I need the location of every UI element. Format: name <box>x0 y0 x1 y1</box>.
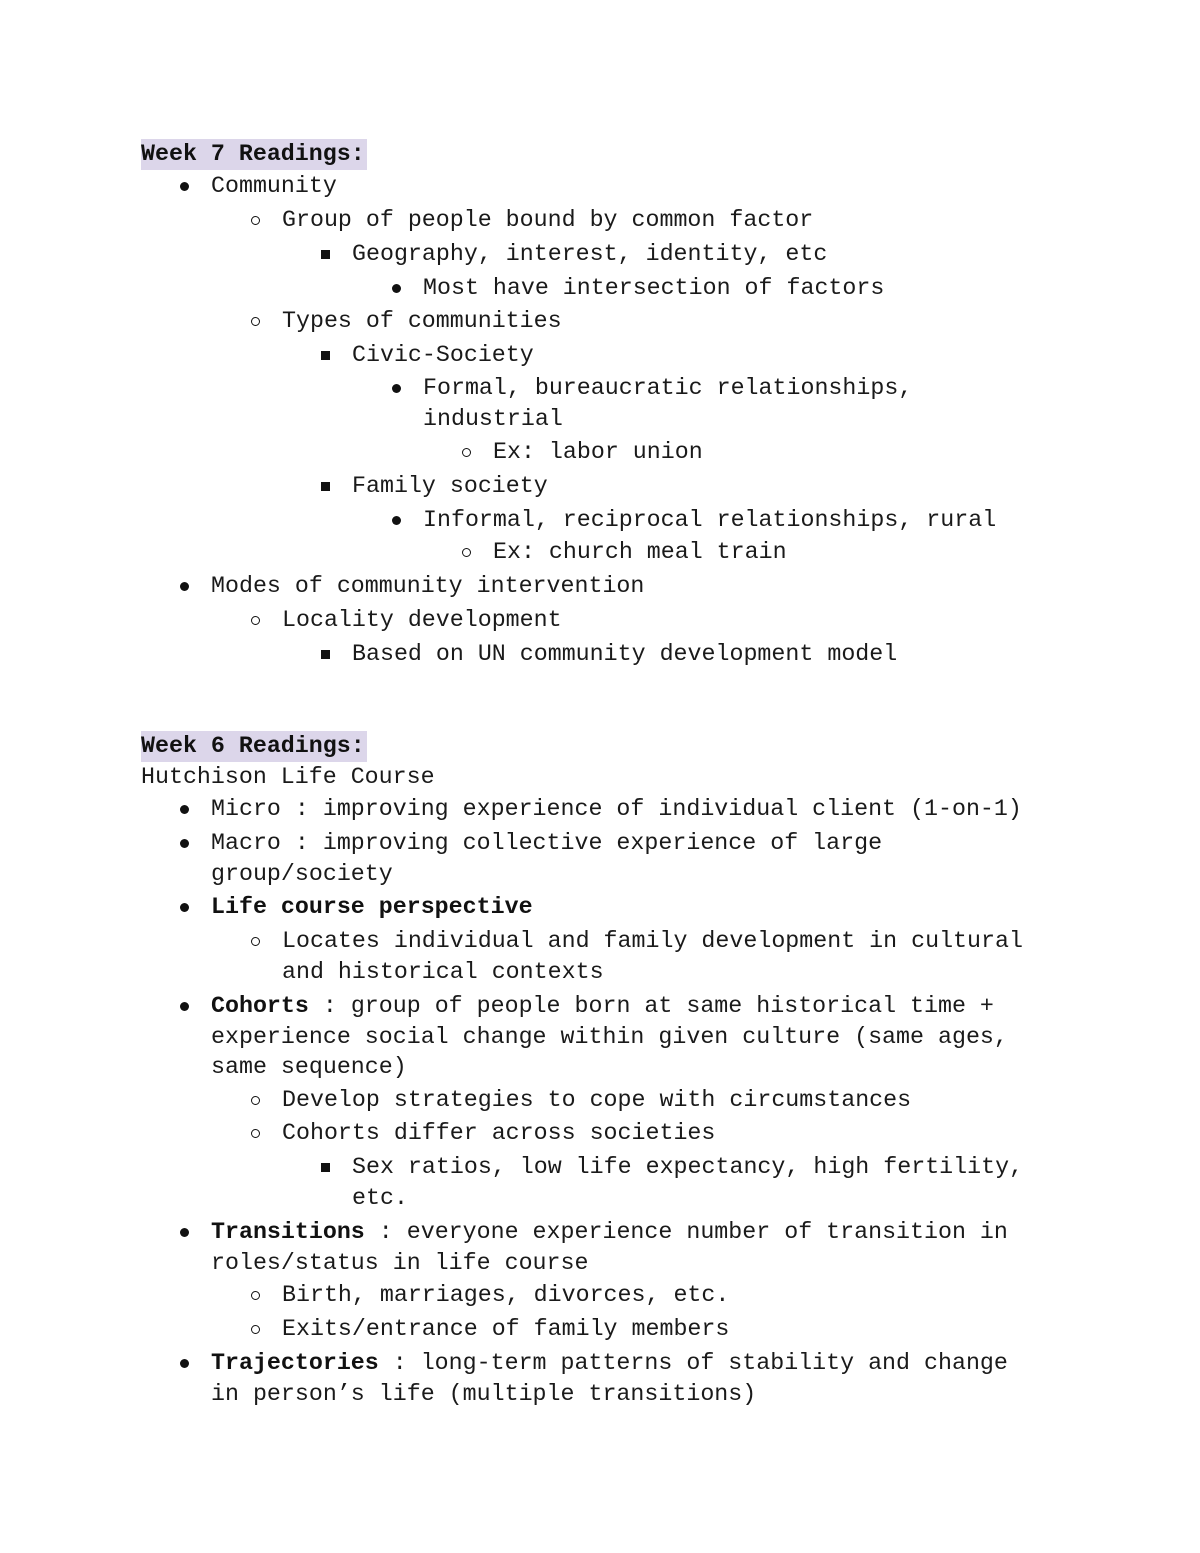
list-item-family: Family society <box>352 473 548 499</box>
bullet-icon <box>177 828 191 858</box>
list-item-macro-line2: group/society <box>211 861 393 887</box>
list-item-modes: Modes of community intervention <box>211 573 645 599</box>
circle-bullet-icon <box>459 537 473 567</box>
list-item-types: Types of communities <box>282 308 562 334</box>
list-item-group-bound: Group of people bound by common factor <box>282 207 814 233</box>
list-item-transitions-line1: Transitions : everyone experience number of transition in <box>211 1219 1008 1245</box>
list-item-geography: Geography, interest, identity, etc <box>352 241 828 267</box>
list-item-intersection: Most have intersection of factors <box>423 275 885 301</box>
list-item-trajectories-line1: Trajectories : long-term patterns of stability and change <box>211 1350 1008 1376</box>
bullet-icon <box>177 991 191 1021</box>
list-item-un-model: Based on UN community development model <box>352 641 898 667</box>
list-item-church: Ex: church meal train <box>493 539 787 565</box>
week6-heading: Week 6 Readings: <box>141 731 367 761</box>
list-item-life-course: Life course perspective <box>211 894 533 920</box>
list-item-formal-line1: Formal, bureaucratic relationships, <box>423 375 913 401</box>
list-item-civic: Civic-Society <box>352 342 534 368</box>
list-item-transitions-line2: roles/status in life course <box>211 1250 589 1276</box>
circle-bullet-icon <box>459 437 473 467</box>
circle-bullet-icon <box>248 306 262 336</box>
list-item-birth: Birth, marriages, divorces, etc. <box>282 1282 730 1308</box>
circle-bullet-icon <box>248 1314 262 1344</box>
list-item-sex-line1: Sex ratios, low life expectancy, high fertility, <box>352 1154 1024 1180</box>
trajectories-term: Trajectories <box>211 1350 379 1376</box>
bullet-icon <box>177 1217 191 1247</box>
list-item-cohorts-line2: experience social change within given culture (same ages, <box>211 1024 1008 1050</box>
bullet-icon <box>177 1348 191 1378</box>
square-bullet-icon <box>318 239 332 269</box>
bullet-icon <box>177 571 191 601</box>
list-item-exits: Exits/entrance of family members <box>282 1316 730 1342</box>
list-item-community: Community <box>211 173 337 199</box>
list-item-informal: Informal, reciprocal relationships, rural <box>423 507 997 533</box>
bullet-icon <box>389 373 403 403</box>
circle-bullet-icon <box>248 1280 262 1310</box>
bullet-icon <box>177 171 191 201</box>
bullet-icon <box>177 892 191 922</box>
cohorts-term: Cohorts <box>211 993 309 1019</box>
list-item-cohorts-line1: Cohorts : group of people born at same historical time + <box>211 993 994 1019</box>
list-item-cohorts-line3: same sequence) <box>211 1054 407 1080</box>
bullet-icon <box>389 273 403 303</box>
circle-bullet-icon <box>248 926 262 956</box>
week7-heading: Week 7 Readings: <box>141 139 367 169</box>
list-item-develop: Develop strategies to cope with circumstances <box>282 1087 912 1113</box>
bullet-icon <box>177 794 191 824</box>
list-item-trajectories-line2: in person’s life (multiple transitions) <box>211 1381 757 1407</box>
list-item-locates-line2: and historical contexts <box>282 959 604 985</box>
list-item-sex-line2: etc. <box>352 1185 408 1211</box>
square-bullet-icon <box>318 471 332 501</box>
list-item-locates-line1: Locates individual and family development in cultural <box>282 928 1023 954</box>
circle-bullet-icon <box>248 1085 262 1115</box>
square-bullet-icon <box>318 639 332 669</box>
circle-bullet-icon <box>248 1118 262 1148</box>
square-bullet-icon <box>318 1152 332 1182</box>
circle-bullet-icon <box>248 205 262 235</box>
list-item-labor: Ex: labor union <box>493 439 703 465</box>
list-item-differ: Cohorts differ across societies <box>282 1120 716 1146</box>
circle-bullet-icon <box>248 605 262 635</box>
transitions-term: Transitions <box>211 1219 365 1245</box>
list-item-micro: Micro : improving experience of individual client (1-on-1) <box>211 796 1022 822</box>
square-bullet-icon <box>318 340 332 370</box>
bullet-icon <box>389 505 403 535</box>
list-item-macro-line1: Macro : improving collective experience of large <box>211 830 883 856</box>
week6-subtitle: Hutchison Life Course <box>141 764 435 790</box>
list-item-formal-line2: industrial <box>423 406 563 432</box>
list-item-locality: Locality development <box>282 607 562 633</box>
